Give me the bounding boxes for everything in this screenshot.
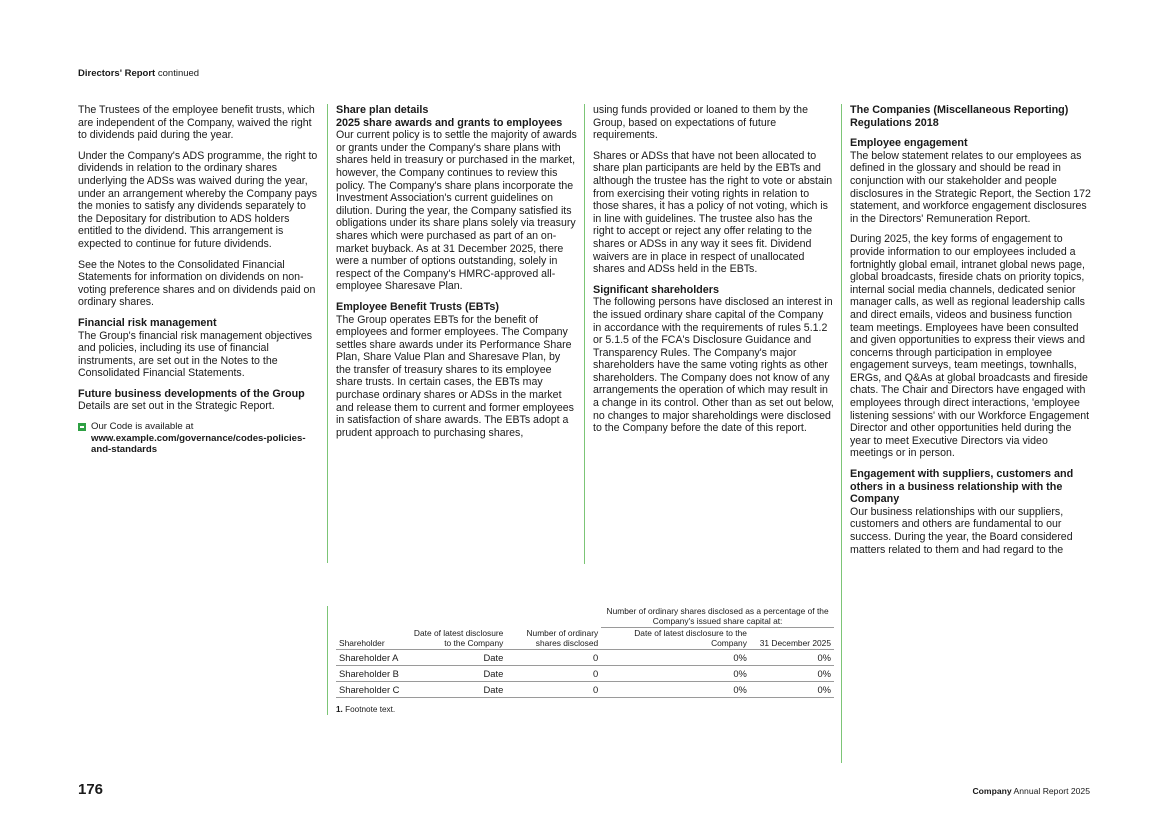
paragraph-significant-shareholders: The following persons have disclosed an interest in the issued ordinary share capital of the Company in accordance with the requirements of rules 5.1.2 or 5.1.5 of the FCA's Disclosure Guidance and Transparency Rules. The Company's major shareholders have the same voting rights as other shareholders. The Company does not know of any arrangements the operation of which may result in a change in its control. Other than as set out below, no changes to major shareholdings were disclosed to the Company before the date of this report. (593, 296, 834, 435)
column-header-pct-year: 31 December 2025 (759, 637, 831, 648)
shareholders-table-region (327, 606, 834, 715)
paragraph-ebt: The Group operates EBTs for the benefit of employees and former employees. The Company settles share awards under its Performance Share Plan, Share Value Plan and Sharesave Plan, by the transfer of treasury shares to its employee share trusts. In certain cases, the EBTs may purchase ordinary shares or ADSs in the market and release them to current and former employees in satisfaction of share awards. The EBTs adopt a prudent approach to purchasing shares, (336, 313, 574, 439)
paragraph-ads-programme: Under the Company's ADS programme, the right to dividends in relation to the ordinary shares underlying the ADSs was waived during the year, under an arrangement whereby the Company pays the monies to satisfy any dividends separately to the Depositary for distribution to ADS holders entitled to the dividend. This arrangement is expected to continue for future dividends. (78, 149, 318, 250)
heading-regulations: The Companies (Miscellaneous Reporting) Regulations 2018 (850, 104, 1069, 129)
column-header-number: Number of ordinary shares disclosed (526, 628, 599, 648)
cell-pct-latest: 0% (601, 650, 750, 666)
code-link-text (91, 421, 318, 456)
section-regulations (850, 104, 1091, 129)
paragraph-employee-engagement-2: During 2025, the key forms of engagement to provide information to our employees included a fortnightly global email, intranet global news page, global broadcasts, fireside chats on priority topics, internal social media channels, dedicated senior manager calls, as well as regional leadership calls and direct emails, videos and business function team meetings. Employees have been consulted and given opportunities to express their views and concerns through participation in employee engagement surveys, team meetings, townhalls, ERGs, and Q&As at global broadcasts and fireside chats. The Chair and Directors have engaged with employees through direct interactions, 'employee listening sessions' with our Workforce Engagement Director and other opportunities held during the year to meet Executive Directors via video meetings or in person. (850, 233, 1090, 460)
code-link-url[interactable]: www.example.com/governance/codes-policies-and-standards (91, 432, 306, 456)
table-row (336, 650, 834, 666)
section-share-plan (336, 104, 577, 293)
section-financial-risk (78, 317, 318, 380)
column-header-pct-latest: Date of latest disclosure to the Company (634, 628, 747, 648)
table-row (336, 682, 834, 698)
table-footnote (336, 704, 834, 715)
section-future-developments (78, 388, 318, 413)
code-link-prefix: Our Code is available at (91, 421, 194, 433)
cell-shareholder: Shareholder B (336, 666, 402, 682)
cell-pct-latest: 0% (601, 682, 750, 698)
header-suffix: continued (157, 68, 200, 79)
table-header-row (336, 628, 834, 650)
cell-date: Date (402, 682, 506, 698)
cell-number: 0 (506, 666, 601, 682)
cell-date: Date (402, 650, 506, 666)
section-significant-shareholders (593, 284, 834, 435)
cell-pct-year: 0% (750, 682, 834, 698)
footnote-text: Footnote text. (345, 705, 396, 715)
footer-report-title: Annual Report 2025 (1013, 786, 1090, 796)
cell-pct-year: 0% (750, 650, 834, 666)
cell-date: Date (402, 666, 506, 682)
column-1 (78, 104, 318, 763)
cell-pct-year: 0% (750, 666, 834, 682)
heading-ebt: Employee Benefit Trusts (EBTs) (336, 300, 499, 313)
column-header-shareholder: Shareholder (339, 637, 385, 648)
paragraph-trustees: The Trustees of the employee benefit trusts, which are independent of the Company, waived the right to dividends paid during the year. (78, 104, 315, 142)
heading-share-plan: Share plan details (336, 104, 429, 116)
heading-financial-risk: Financial risk management (78, 316, 217, 329)
cell-pct-latest: 0% (601, 666, 750, 682)
footnote-number: 1. (336, 705, 343, 715)
paragraph-ebt-voting: Shares or ADSs that have not been allocated to share plan participants are held by the EBTs and although the trustee has the right to vote or abstain from exercising their voting rights in relation to those shares, it has a policy of not voting, which is in line with guidelines. The trustee also has the right to accept or reject any offer relating to the shares or ADSs in any way it sees fit. Dividend waivers are in place in respect of unallocated shares and ADSs held in the EBTs. (593, 149, 833, 276)
external-link-icon (78, 423, 86, 431)
column-header-date: Date of latest disclosure to the Company (413, 628, 504, 648)
paragraph-dividend-notes: See the Notes to the Consolidated Financial Statements for information on dividends on non-voting preference shares and on dividends paid on ordinary shares. (78, 258, 316, 309)
section-employee-engagement (850, 137, 1091, 460)
table-group-header: Number of ordinary shares disclosed as a percentage of the Company's issued share capital at: (601, 606, 834, 628)
column-3 (584, 104, 834, 564)
heading-supplier-engagement: Engagement with suppliers, customers and others in a business relationship with the Company (850, 468, 1074, 506)
paragraph-future-developments: Details are set out in the Strategic Report. (78, 400, 275, 413)
column-2 (327, 104, 577, 563)
footer-brand: Company (972, 786, 1012, 796)
section-supplier-engagement (850, 468, 1091, 556)
cell-shareholder: Shareholder C (336, 682, 402, 698)
cell-number: 0 (506, 682, 601, 698)
heading-future-developments: Future business developments of the Group (78, 387, 305, 400)
code-link-note (78, 421, 318, 456)
section-ebt (336, 301, 577, 440)
paragraph-financial-risk: The Group's financial risk management objectives and policies, including its use of financial instruments, are set out in the Notes to the Consolidated Financial Statements. (78, 329, 313, 380)
header-title: Directors' Report (78, 68, 156, 79)
table-group-header-row (336, 606, 834, 628)
page-number: 176 (78, 781, 104, 798)
paragraph-share-awards: Our current policy is to settle the majority of awards or grants under the Company's share plans with shares held in treasury or purchased in the market, however, the Company continues to review this policy. The Company's share plans incorporate the Investment Association's current guidelines on dilution. During the year, the Company satisfied its obligations under its share plans solely via treasury shares which were purchased as part of an on-market buyback. As at 31 December 2025, there were a number of options outstanding, solely in respect of the Company's HMRC-approved all-employee Sharesave Plan. (336, 129, 577, 293)
paragraph-employee-engagement-1: The below statement relates to our employees as defined in the glossary and should be read in conjunction with our stakeholder and people disclosures in the Strategic Report, the Section 172 statement, and workforce engagement disclosures in the Directors' Remuneration Report. (850, 149, 1091, 225)
heading-share-awards: 2025 share awards and grants to employees (336, 116, 563, 129)
running-footer (972, 786, 1090, 796)
cell-number: 0 (506, 650, 601, 666)
heading-significant-shareholders: Significant shareholders (593, 283, 719, 296)
shareholders-table (336, 606, 834, 698)
paragraph-ebt-funds: using funds provided or loaned to them by the Group, based on expectations of future requirements. (593, 104, 808, 142)
paragraph-supplier-engagement: Our business relationships with our suppliers, customers and others are fundamental to our success. During the year, the Board considered matters related to them and had regard to the (850, 505, 1073, 556)
table-row (336, 666, 834, 682)
heading-employee-engagement: Employee engagement (850, 137, 968, 150)
column-4 (841, 104, 1091, 763)
cell-shareholder: Shareholder A (336, 650, 402, 666)
running-header (78, 68, 199, 79)
